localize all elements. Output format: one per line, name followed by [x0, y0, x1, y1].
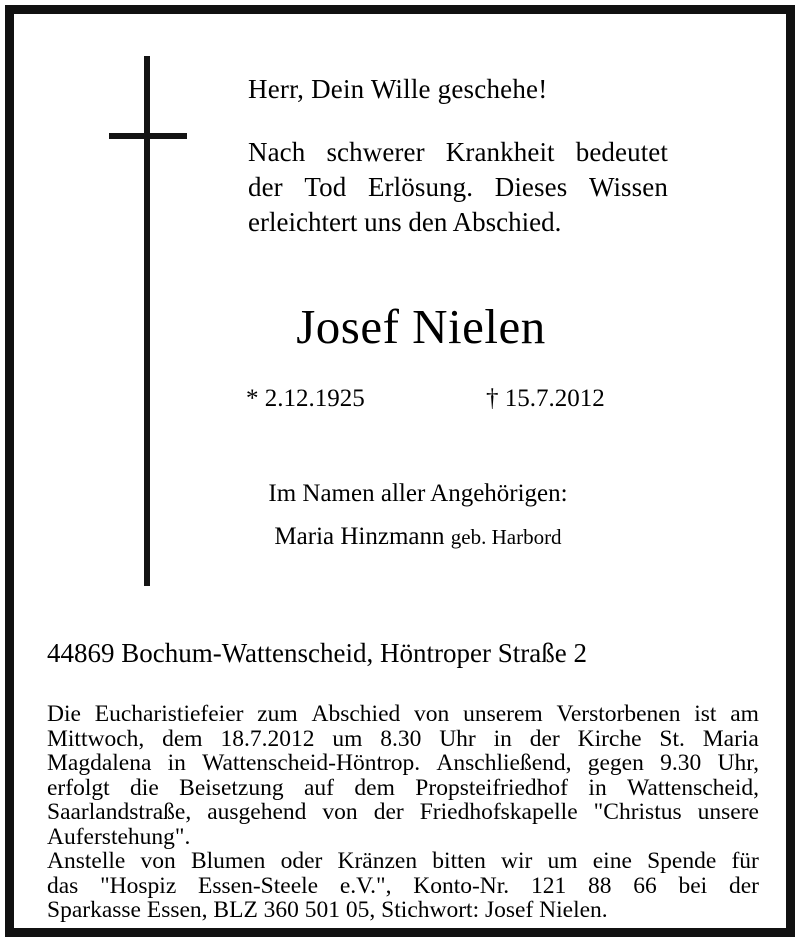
notice-content [14, 14, 786, 928]
verse-body [248, 135, 668, 240]
cross-horizontal-bar [109, 133, 187, 139]
service-paragraph-1 [47, 702, 759, 849]
family-block [14, 478, 786, 553]
life-dates [246, 384, 666, 414]
service-p2-line-2: das "Hospiz Essen-Steele e.V.", Konto-Nr. 121 88 66 bei der [47, 872, 759, 899]
service-p2-line-3: Sparkasse Essen, BLZ 360 501 05, Stichwort: Josef Nielen. [47, 897, 608, 923]
birth-date: 2.12.1925 [264, 385, 365, 412]
death-date-group [486, 384, 605, 414]
service-p1-line-3: Magdalena in Wattenscheid-Höntrop. Anschließend, gegen 9.30 Uhr, [47, 750, 759, 776]
service-p1-line-6: Auferstehung". [47, 823, 191, 850]
service-p1-line-1: Die Eucharistiefeier zum Abschied von unserem Verstorbenen ist am [47, 701, 759, 727]
deceased-name: Josef Nielen [296, 299, 546, 354]
death-cross-symbol: † [486, 385, 499, 412]
service-p1-line-5: Saarlandstraße, ausgehend von der Friedhofskapelle "Christus unsere [47, 799, 759, 825]
verse-line-3: erleichtert uns den Abschied. [248, 207, 562, 237]
service-details [47, 702, 759, 923]
service-paragraph-2 [47, 849, 759, 923]
service-p1-line-4: erfolgt die Beisetzung auf dem Propsteifriedhof in Wattenscheid, [47, 774, 759, 801]
verse-block [232, 72, 682, 240]
verse-opening-line: Herr, Dein Wille geschehe! [248, 74, 548, 104]
survivor-maiden-name: geb. Harbord [450, 525, 562, 549]
address-line: 44869 Bochum-Wattenscheid, Höntroper Straße 2 [47, 638, 587, 668]
service-p2-line-1: Anstelle von Blumen oder Kränzen bitten wir um eine Spende für [47, 848, 759, 874]
verse-line-1: Nach schwerer Krankheit bedeutet [248, 137, 668, 167]
family-heading: Im Namen aller Angehörigen: [268, 480, 568, 507]
survivor-line [50, 521, 786, 553]
death-date: 15.7.2012 [504, 385, 605, 412]
verse-line-2: der Tod Erlösung. Dieses Wissen [248, 172, 668, 202]
birth-star-symbol: * [246, 385, 259, 412]
survivor-name: Maria Hinzmann [274, 523, 445, 550]
birth-date-group [246, 384, 486, 414]
service-p1-line-2: Mittwoch, dem 18.7.2012 um 8.30 Uhr in der Kirche St. Maria [47, 725, 759, 752]
